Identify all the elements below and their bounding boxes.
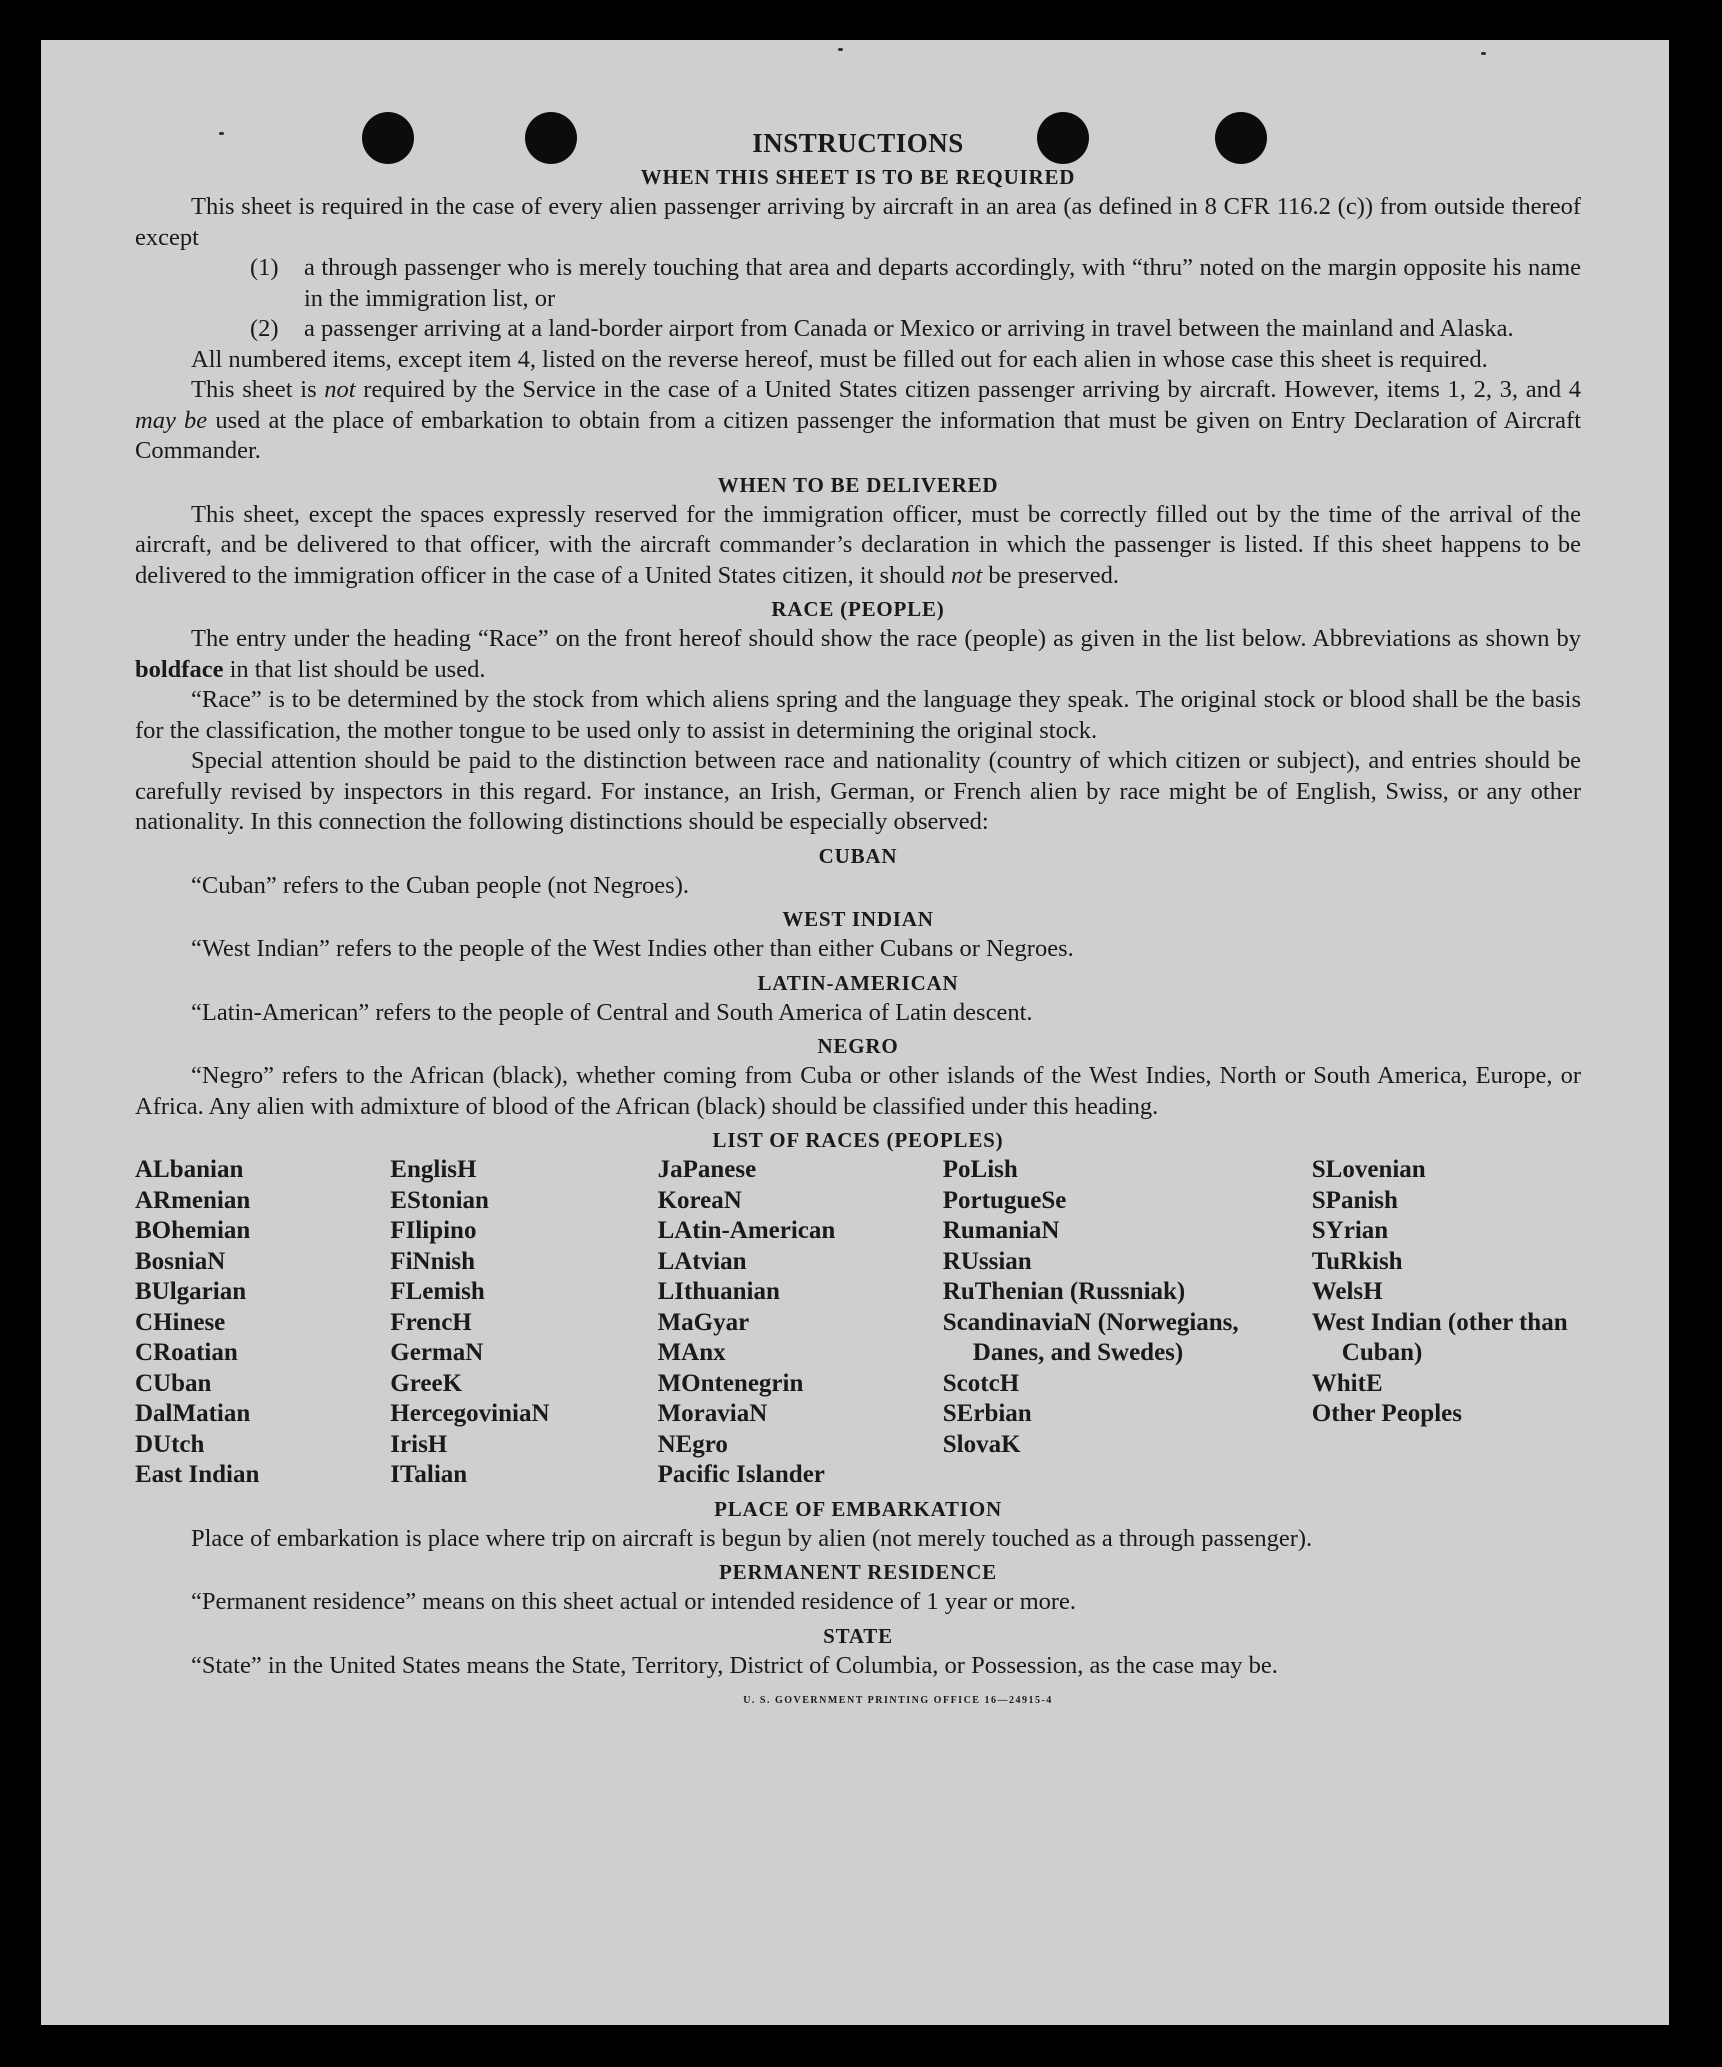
race-entry: Pacific Islander [657, 1461, 825, 1488]
punch-hole [1215, 112, 1267, 164]
race-entry: BUlgarian [135, 1278, 247, 1305]
race-entry: MOntenegrin [657, 1369, 804, 1397]
section-heading-west-indian: WEST INDIAN [782, 907, 934, 931]
race-para-2: “Race” is to be determined by the stock from which aliens spring and the language they speak. The original stock or blood shall be the basis for the classification, the mother tongue to be used only to assist in determining the original stock. [135, 686, 1581, 744]
race-entry: IrisH [390, 1430, 448, 1458]
race-entry: SErbian [942, 1400, 1032, 1427]
section-heading-list-of-races: LIST OF RACES (PEOPLES) [712, 1128, 1004, 1152]
west-indian-text: “West Indian” refers to the people of the West Indies other than either Cubans or Negroes. [191, 935, 1074, 962]
exception-item: (1) a through passenger who is merely touching that area and departs accordingly, with “thru” noted on the margin opposite his name in the immigration list, or [250, 254, 1581, 312]
race-entry: EStonian [390, 1186, 489, 1214]
required-intro: This sheet is required in the case of every alien passenger arriving by aircraft in an area (as defined in 8 CFR 116.2 (c)) from outside thereof except [135, 193, 1581, 251]
race-entry: SYrian [1311, 1217, 1389, 1244]
race-entry: LAtin-American [657, 1217, 836, 1244]
race-entry: SLovenian [1311, 1156, 1426, 1183]
section-heading-embarkation: PLACE OF EMBARKATION [714, 1496, 1002, 1521]
race-entry: WhitE [1311, 1369, 1383, 1397]
race-entry: CRoatian [135, 1339, 238, 1366]
race-entry: ARmenian [135, 1186, 251, 1214]
required-para-3: This sheet is not required by the Service in the case of a United States citizen passenger arriving by aircraft. However, items 1, 2, 3, and 4 may be used at the place of embarkation to obtain from a citizen passenger the information that must be given on Entry Declaration of Aircraft Commander. [135, 376, 1582, 464]
races-column [943, 1155, 1312, 1491]
race-entry: RuThenian (Russniak) [942, 1278, 1186, 1305]
race-entry: MAnx [657, 1339, 726, 1366]
race-entry: SPanish [1311, 1186, 1398, 1214]
residence-text: “Permanent residence” means on this sheet actual or intended residence of 1 year or more. [191, 1588, 1077, 1615]
state-text: “State” in the United States means the State, Territory, District of Columbia, or Possession, as the case may be. [191, 1651, 1278, 1679]
page-title: INSTRUCTIONS [752, 128, 964, 158]
section-heading-race: RACE (PEOPLE) [771, 597, 945, 621]
race-entry: ScandinaviaN (Norwegians, Danes, and Swedes) [942, 1308, 1239, 1366]
race-entry: ITalian [390, 1461, 468, 1488]
section-heading-negro: NEGRO [817, 1034, 899, 1058]
race-entry: FrencH [390, 1308, 472, 1336]
punch-hole [362, 112, 414, 164]
race-entry: PortugueSe [942, 1186, 1067, 1214]
race-entry: ScotcH [942, 1369, 1020, 1397]
race-entry: BosniaN [135, 1247, 226, 1275]
section-heading-residence: PERMANENT RESIDENCE [719, 1560, 997, 1584]
required-para-2: All numbered items, except item 4, listed on the reverse hereof, must be filled out for each alien in whose case this sheet is required. [191, 345, 1488, 373]
race-entry: KoreaN [657, 1186, 742, 1214]
race-entry: East Indian [135, 1461, 260, 1488]
race-entry: BOhemian [135, 1217, 251, 1244]
embarkation-text: Place of embarkation is place where trip on aircraft is begun by alien (not merely touched as a through passenger). [191, 1524, 1313, 1552]
race-entry: RUssian [942, 1247, 1032, 1275]
race-entry: ALbanian [135, 1156, 244, 1183]
race-entry: TuRkish [1311, 1247, 1403, 1275]
ink-speck [1481, 52, 1486, 55]
races-column [658, 1155, 943, 1491]
exception-item: (2) a passenger arriving at a land-border airport from Canada or Mexico or arriving in travel between the mainland and Alaska. [250, 315, 1514, 342]
race-entry: FLemish [390, 1278, 485, 1305]
race-entry: SlovaK [942, 1430, 1021, 1458]
document-page [41, 40, 1669, 2025]
race-entry: RumaniaN [942, 1217, 1060, 1244]
ink-speck [219, 132, 224, 135]
section-heading-state: STATE [823, 1623, 893, 1648]
section-heading-latin-american: LATIN-AMERICAN [757, 970, 959, 995]
race-entry: GermaN [390, 1339, 484, 1366]
race-entry: West Indian (other than Cuban) [1311, 1308, 1568, 1366]
punch-hole [525, 112, 577, 164]
delivered-text: This sheet, except the spaces expressly reserved for the immigration officer, must be correctly filled out by the time of the arrival of the aircraft, and be delivered to that officer, with the aircraft commander’s declaration in which the passenger is listed. If this sheet happens to be delivered to the immigration officer in the case of a United States citizen, it should not be preserved. [135, 500, 1581, 589]
negro-text: “Negro” refers to the African (black), whether coming from Cuba or other islands of the West Indies, North or South America, Europe, or Africa. Any alien with admixture of blood of the African (black) should be classified under this heading. [135, 1062, 1581, 1120]
races-column [135, 1155, 390, 1491]
race-entry: EnglisH [390, 1156, 477, 1183]
race-entry: LIthuanian [657, 1278, 780, 1305]
race-para-1: The entry under the heading “Race” on the front hereof should show the race (people) as given in the list below. Abbreviations as shown by boldface in that list should be used. [135, 625, 1581, 683]
printing-office-imprint: U. S. GOVERNMENT PRINTING OFFICE 16—24915-4 [743, 1695, 1053, 1706]
ink-speck [838, 48, 843, 51]
race-entry: Other Peoples [1311, 1400, 1462, 1427]
race-entry: FIlipino [390, 1217, 477, 1244]
races-column [390, 1155, 657, 1491]
section-heading-required: WHEN THIS SHEET IS TO BE REQUIRED [640, 165, 1076, 189]
race-entry: MaGyar [657, 1308, 750, 1336]
race-entry: CHinese [135, 1308, 226, 1336]
race-entry: DalMatian [135, 1400, 251, 1427]
section-heading-cuban: CUBAN [818, 843, 898, 868]
race-entry: NEgro [657, 1430, 728, 1458]
race-entry: HercegoviniaN [390, 1400, 550, 1427]
race-entry: MoraviaN [657, 1400, 768, 1427]
race-para-3: Special attention should be paid to the distinction between race and nationality (country of which citizen or subject), and entries should be carefully revised by inspectors in this regard. For instance, an Irish, German, or French alien by race might be of English, Swiss, or any other nationality. In this connection the following distinctions should be especially observed: [135, 747, 1581, 835]
race-entry: FiNnish [390, 1247, 476, 1275]
punch-hole [1037, 112, 1089, 164]
races-column [1312, 1155, 1581, 1491]
race-entry: GreeK [390, 1369, 463, 1397]
race-entry: PoLish [942, 1156, 1018, 1183]
race-entry: DUtch [135, 1430, 205, 1458]
section-heading-delivered: WHEN TO BE DELIVERED [717, 472, 999, 497]
cuban-text: “Cuban” refers to the Cuban people (not Negroes). [191, 871, 689, 899]
race-entry: WelsH [1311, 1278, 1383, 1305]
race-entry: LAtvian [657, 1247, 747, 1275]
latin-american-text: “Latin-American” refers to the people of Central and South America of Latin descent. [191, 998, 1033, 1026]
race-entry: JaPanese [657, 1156, 757, 1183]
race-entry: CUban [135, 1369, 212, 1397]
races-list [135, 1155, 1581, 1491]
